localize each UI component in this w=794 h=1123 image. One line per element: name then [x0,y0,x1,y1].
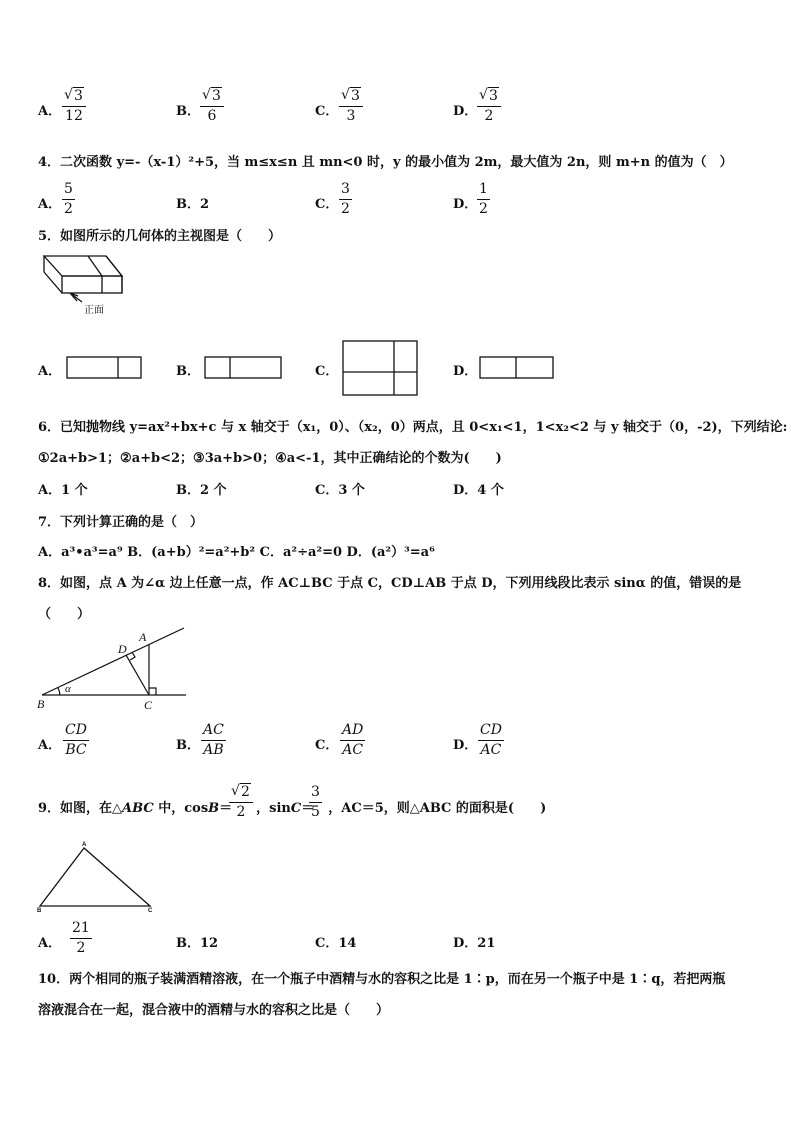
q4-stem: 4．二次函数 y=-（x-1）²+5，当 m≤x≤n 且 mn<0 时，y 的最小值为 2m，最大值为 2n，则 m+n 的值为（ ） [38,155,733,170]
q9-cos-denominator: 2 [236,804,246,820]
q8-option-a-fraction [63,722,89,759]
q4-option-a-fraction [62,181,75,218]
q3-option-a-label: A． [38,104,62,119]
q7-stem: 7．下列计算正确的是（ ） [38,515,204,530]
q9-triangle-name: ABC [122,801,154,816]
q3-b-radicand: 3 [212,88,221,104]
q8-c-denominator: AC [342,742,364,758]
q5-option-d-figure [479,356,555,380]
q7-options: A．a³•a³=a⁹ B．(a+b）²=a²+b² C．a²÷a²=0 D．(a²）³=a⁶ [38,545,435,560]
q9-option-b: B．12 [176,936,219,951]
q3-option-a-fraction [62,88,86,125]
q8-stem-line1: 8．如图，点 A 为∠α 边上任意一点，作 AC⊥BC 于点 C，CD⊥AB 于点 D，下列用线段比表示 sinα 的值，错误的是 [38,576,742,591]
q8-b-denominator: AB [203,742,224,758]
q9-option-a-label: A． [38,936,62,951]
q8-d-denominator: AC [480,742,502,758]
q9-a-numerator: 21 [70,920,92,939]
q8-option-d-label: D． [453,738,478,753]
q9-cos-fraction [229,784,253,821]
q9-option-c: C．14 [315,936,357,951]
q9-sin-fraction [309,784,322,821]
q5-option-b-figure [204,356,282,380]
q4-option-c-label: C． [315,197,339,212]
q5-stem: 5．如图所示的几何体的主视图是（ ） [38,229,282,244]
q8-option-a-label: A． [38,738,62,753]
q9-tail-text: ，AC＝5，则△ABC 的面积是( ) [328,801,547,816]
q9-cos-radicand: 2 [241,784,250,800]
q9-angle-c: C [290,801,302,816]
q8-label-b: B [37,697,45,711]
q6-option-d: D．4 个 [453,483,504,498]
q3-d-denominator: 2 [484,108,494,124]
q4-option-a-label: A． [38,197,62,212]
q4-a-numerator: 5 [62,181,75,200]
q10-stem-line1: 10．两个相同的瓶子装满酒精溶液，在一个瓶子中酒精与水的容积之比是 1∶p，而在另一个瓶子中是 1∶q，若把两瓶 [38,972,726,987]
q8-triangle-figure [36,624,188,714]
q9-sin-numerator: 3 [309,784,322,803]
q3-option-d-label: D． [453,104,478,119]
q5-option-c-figure [342,340,418,396]
q5-option-c-label: C． [315,364,339,379]
q3-c-radicand: 3 [351,88,360,104]
q9-triangle-figure [34,838,156,914]
q9-sin-text: ，sin [256,801,291,816]
q3-c-denominator: 3 [346,108,356,124]
q3-option-c-fraction [339,88,363,125]
q8-option-b-fraction [201,722,226,759]
q3-a-radicand: 3 [74,88,83,104]
q10-stem-line2: 溶液混合在一起，混合液中的酒精与水的容积之比是（ ） [38,1003,390,1018]
q6-option-a: A．1 个 [38,483,88,498]
q9-label-a: A [82,842,87,848]
q3-b-denominator: 6 [207,108,217,124]
q9-angle-b: B [208,801,220,816]
q5-option-d-label: D． [453,364,478,379]
q8-label-alpha: α [65,683,71,695]
q8-label-d: D [118,642,127,656]
q4-option-d-label: D． [453,197,478,212]
q3-option-d-fraction [477,88,501,125]
q9-label-c: C [148,908,153,914]
q6-option-c: C．3 个 [315,483,365,498]
q5-option-b-label: B． [176,364,200,379]
q9-prefix: 9．如图，在△ [38,801,123,816]
q3-a-denominator: 12 [65,108,83,124]
q3-option-b-label: B． [176,104,200,119]
q9-label-b: B [37,908,42,914]
q4-option-b: B．2 [176,197,210,212]
q4-option-d-fraction [477,181,490,218]
q8-option-b-label: B． [176,738,200,753]
q8-option-d-fraction [478,722,504,759]
q9-cos-text: 中，cos [153,801,209,816]
q9-stem [38,797,546,816]
q4-d-denominator: 2 [479,201,488,217]
q3-option-b-fraction [200,88,224,125]
q8-label-c: C [144,698,153,712]
q4-a-denominator: 2 [64,201,73,217]
q9-equals: ＝ [219,801,233,816]
q8-label-a: A [139,630,147,644]
q8-b-numerator: AC [201,722,226,741]
q5-front-label: 正面 [84,305,104,316]
q3-option-c-label: C． [315,104,339,119]
q3-d-radicand: 3 [489,88,498,104]
q8-stem-line2: （ ） [38,607,91,622]
q5-option-a-figure [66,356,142,380]
q4-option-c-fraction [339,181,352,218]
q4-d-numerator: 1 [477,181,490,200]
q9-equals-2: ＝ [301,801,315,816]
q9-option-a-fraction [70,920,92,957]
q5-solid-figure [40,250,140,320]
q9-option-d: D．21 [453,936,496,951]
q8-option-c-fraction [340,722,365,759]
q9-a-denominator: 2 [76,940,86,956]
q4-c-denominator: 2 [341,201,350,217]
q8-a-numerator: CD [63,722,89,741]
q6-stem-line2: ①2a+b>1；②a+b<2；③3a+b>0；④a<-1，其中正确结论的个数为( ) [38,451,502,466]
q4-c-numerator: 3 [339,181,352,200]
q8-d-numerator: CD [478,722,504,741]
q8-a-denominator: BC [65,742,87,758]
q6-option-b: B．2 个 [176,483,227,498]
q8-option-c-label: C． [315,738,339,753]
q8-c-numerator: AD [340,722,365,741]
q5-option-a-label: A． [38,364,62,379]
q6-stem-line1: 6．已知抛物线 y=ax²+bx+c 与 x 轴交于（x₁，0）、（x₂，0）两点，且 0<x₁<1，1<x₂<2 与 y 轴交于（0，-2)，下列结论: [38,420,788,435]
q9-sin-denominator: 5 [311,804,320,820]
